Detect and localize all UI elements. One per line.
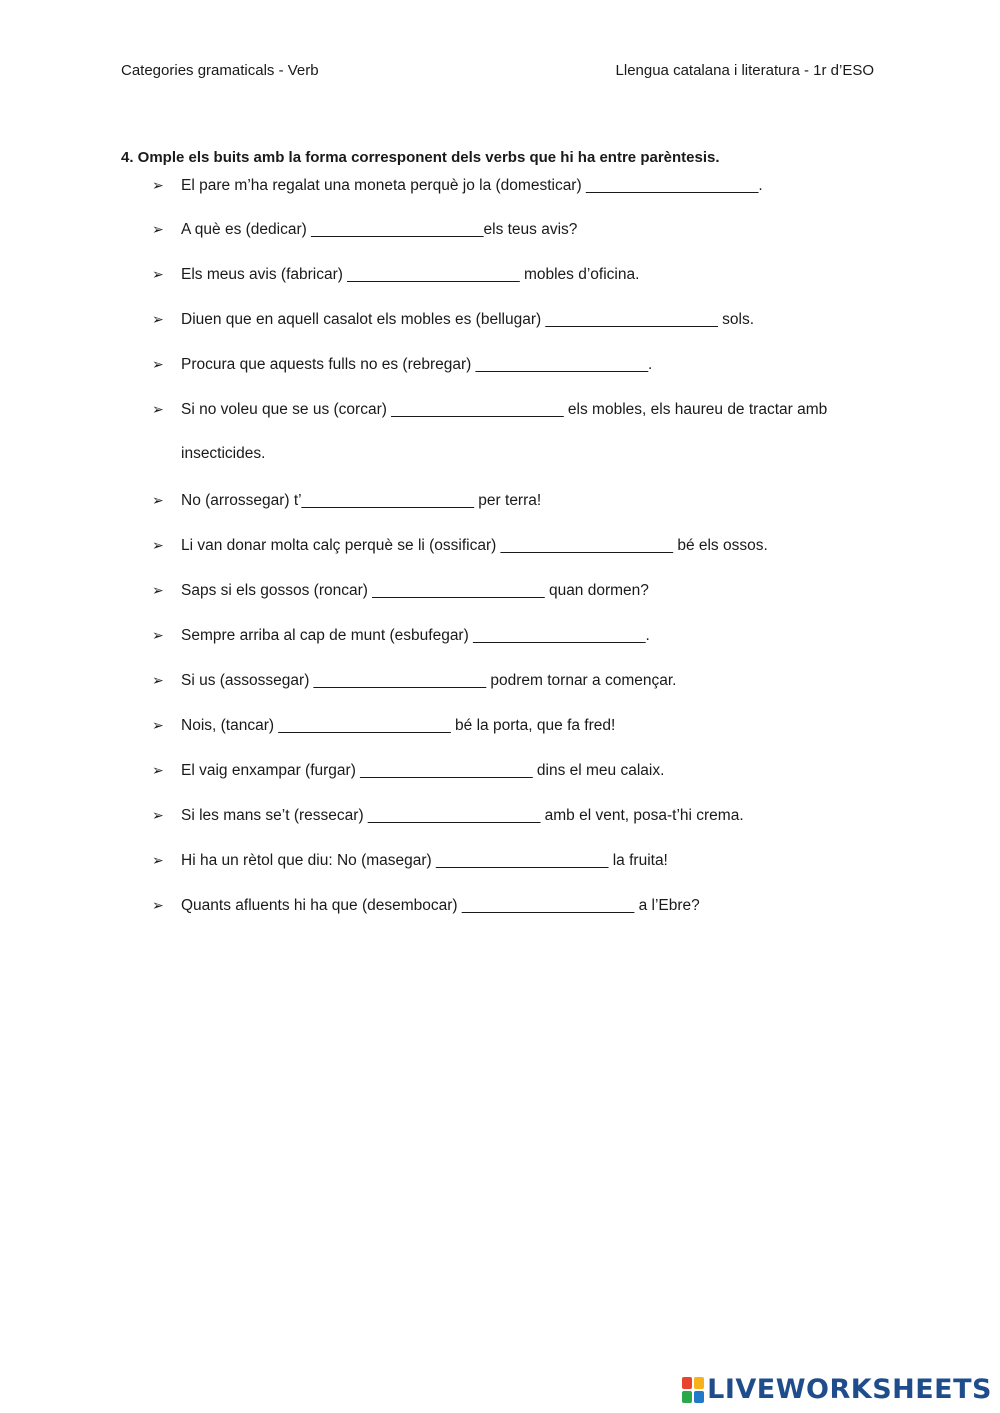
list-item [152,354,652,375]
arrow-bullet-icon: ➢ [152,311,164,327]
arrow-bullet-icon: ➢ [152,672,164,688]
arrow-bullet-icon: ➢ [152,717,164,733]
liveworksheets-logo-icon [682,1377,704,1403]
header-course: Llengua catalana i literatura - 1r d’ESO [615,62,874,79]
sentence-text: Hi ha un rètol que diu: No (masegar) ____________________ la fruita! [181,852,668,869]
arrow-bullet-icon: ➢ [152,266,164,282]
header-subject: Categories gramaticals - Verb [121,62,319,79]
logo-square-red [682,1377,692,1389]
sentence-continuation: insecticides. [181,445,266,462]
sentence-text: El vaig enxampar (furgar) ____________________ dins el meu calaix. [181,762,665,779]
sentence-text: Si no voleu que se us (corcar) ____________________ els mobles, els haureu de tractar amb [181,401,828,418]
sentence-text: Li van donar molta calç perquè se li (ossificar) ____________________ bé els ossos. [181,537,768,554]
list-item [152,625,650,646]
sentence-text: No (arrossegar) t’____________________ per terra! [181,492,542,509]
sentence-text: Sempre arriba al cap de munt (esbufegar) ____________________. [181,627,650,644]
list-item [152,715,615,736]
arrow-bullet-icon: ➢ [152,401,164,417]
sentence-text: Nois, (tancar) ____________________ bé la porta, que fa fred! [181,717,616,734]
list-item [152,535,768,556]
logo-square-yellow [694,1377,704,1389]
list-item [152,670,676,691]
arrow-bullet-icon: ➢ [152,221,164,237]
list-item [152,309,754,330]
sentence-text: Si us (assossegar) ____________________ podrem tornar a començar. [181,672,677,689]
logo-wordmark: LIVEWORKSHEETS [707,1374,992,1405]
arrow-bullet-icon: ➢ [152,537,164,553]
list-item [152,264,639,285]
sentence-text: Procura que aquests fulls no es (rebregar) ____________________. [181,356,653,373]
sentence-text: Els meus avis (fabricar) ____________________ mobles d’oficina. [181,266,640,283]
list-item [152,895,700,916]
sentence-text: Quants afluents hi ha que (desembocar) ____________________ a l’Ebre? [181,897,700,914]
list-item [152,175,763,196]
arrow-bullet-icon: ➢ [152,582,164,598]
sentence-text: A què es (dedicar) ____________________els teus avis? [181,221,578,238]
arrow-bullet-icon: ➢ [152,807,164,823]
arrow-bullet-icon: ➢ [152,852,164,868]
list-item [152,399,827,420]
list-item [152,805,744,826]
arrow-bullet-icon: ➢ [152,492,164,508]
sentence-text: El pare m’ha regalat una moneta perquè jo la (domesticar) ____________________. [181,177,763,194]
list-item [152,219,577,240]
arrow-bullet-icon: ➢ [152,897,164,913]
logo-square-blue [694,1391,704,1403]
exercise-title: 4. Omple els buits amb la forma corresponent dels verbs que hi ha entre parèntesis. [121,149,720,166]
liveworksheets-logo [682,1374,992,1405]
arrow-bullet-icon: ➢ [152,356,164,372]
arrow-bullet-icon: ➢ [152,627,164,643]
arrow-bullet-icon: ➢ [152,177,164,193]
list-item [152,760,664,781]
list-item [152,490,541,511]
list-item [152,850,668,871]
list-item [152,580,649,601]
sentence-text: Si les mans se’t (ressecar) ____________________ amb el vent, posa-t’hi crema. [181,807,744,824]
arrow-bullet-icon: ➢ [152,762,164,778]
sentence-text: Diuen que en aquell casalot els mobles es (bellugar) ____________________ sols. [181,311,755,328]
sentence-text: Saps si els gossos (roncar) ____________________ quan dormen? [181,582,649,599]
logo-square-green [682,1391,692,1403]
